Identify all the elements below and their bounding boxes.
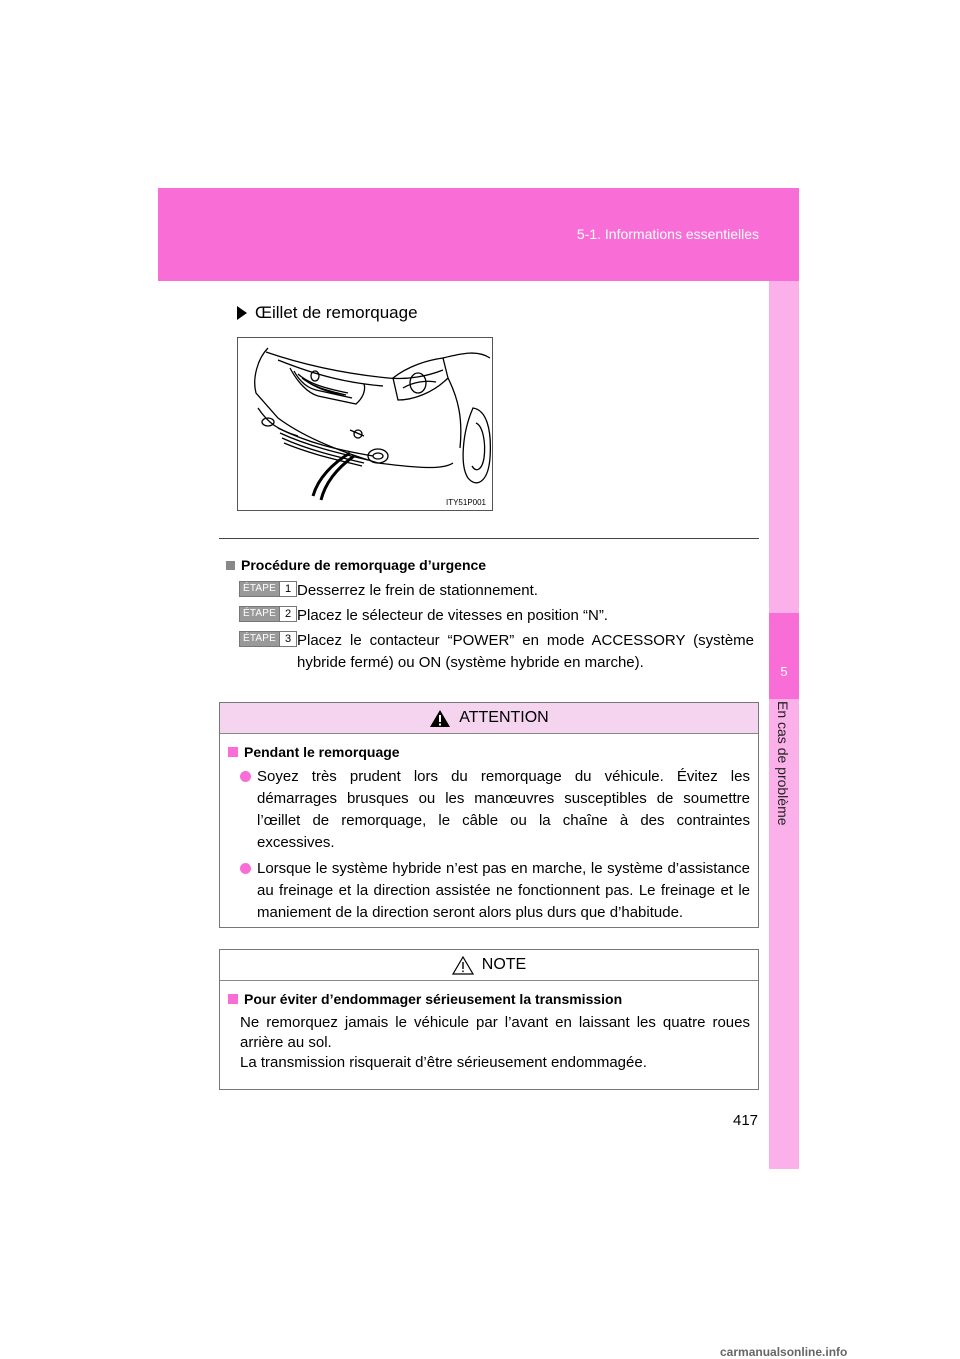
step-text: Placez le contacteur “POWER” en mode ACCESSORY (système hybride fermé) ou ON (système hybride en marche). (297, 632, 754, 671)
note-text: La transmission risquerait d’être sérieusement endommagée. (240, 1054, 647, 1071)
chapter-side-tab[interactable] (769, 281, 799, 1169)
page-number: 417 (733, 1112, 759, 1129)
step-3 (239, 630, 754, 674)
square-bullet-icon (228, 747, 238, 757)
step-number: 1 (279, 582, 296, 596)
subheading-text: Œillet de remorquage (255, 303, 418, 322)
warning-triangle-icon (429, 709, 451, 728)
attention-bullet-text: Soyez très prudent lors du remorquage du véhicule. Évitez les démarrages brusques ou les manœuvres susceptibles de soumettre l’œillet de remorquage, le câble ou la chaîne à des contraintes excessives. (257, 768, 750, 851)
section-divider (219, 538, 759, 539)
attention-title (228, 744, 750, 760)
figure-label: ITY51P001 (445, 498, 486, 507)
step-badge-3 (239, 631, 297, 647)
procedure-title (226, 557, 486, 573)
step-badge-2 (239, 606, 297, 622)
subheading (237, 303, 418, 323)
step-text: Placez le sélecteur de vitesses en position “N”. (297, 607, 608, 624)
play-arrow-icon (237, 306, 247, 320)
note-text: Ne remorquez jamais le véhicule par l’avant en laissant les quatre roues arrière au sol. (240, 1014, 750, 1051)
attention-bullet-text: Lorsque le système hybride n’est pas en marche, le système d’assistance au freinage et la direction assistée ne fonctionnent pas. Le freinage et le maniement de la direction seront alors plus durs que d’habitude. (257, 860, 750, 921)
procedure-title-text: Procédure de remorquage d’urgence (241, 557, 487, 573)
chapter-number: 5 (780, 664, 788, 679)
step-label: ÉTAPE (240, 607, 279, 621)
step-label: ÉTAPE (240, 582, 279, 596)
step-1 (239, 580, 754, 602)
bullet-dot-icon (240, 863, 251, 874)
step-number: 2 (279, 607, 296, 621)
attention-heading: ATTENTION (459, 709, 549, 726)
note-title-text: Pour éviter d’endommager sérieusement la transmission (244, 991, 623, 1007)
step-label: ÉTAPE (240, 632, 279, 646)
step-2 (239, 605, 754, 627)
header-band (158, 188, 799, 281)
note-heading: NOTE (481, 956, 527, 973)
note-box (219, 949, 759, 1090)
chapter-tab-active (769, 613, 799, 699)
step-number: 3 (279, 632, 296, 646)
note-body (220, 981, 758, 1083)
note-header (220, 950, 758, 981)
attention-header (220, 703, 758, 734)
section-title: 5-1. Informations essentielles (576, 226, 759, 242)
attention-bullet (240, 858, 750, 924)
towing-eyelet-figure (237, 337, 493, 511)
bullet-dot-icon (240, 771, 251, 782)
step-badge-1 (239, 581, 297, 597)
square-bullet-icon (228, 994, 238, 1004)
attention-body (220, 734, 758, 938)
note-title (228, 991, 750, 1007)
square-bullet-icon (226, 561, 235, 570)
step-text: Desserrez le frein de stationnement. (297, 582, 538, 599)
car-front-illustration (238, 338, 493, 511)
attention-bullet (240, 766, 750, 854)
footer-watermark: carmanualsonline.info (720, 1345, 848, 1359)
caution-triangle-icon (452, 956, 474, 975)
chapter-title: En cas de problème (775, 701, 791, 826)
attention-title-text: Pendant le remorquage (244, 744, 400, 760)
attention-box (219, 702, 759, 928)
